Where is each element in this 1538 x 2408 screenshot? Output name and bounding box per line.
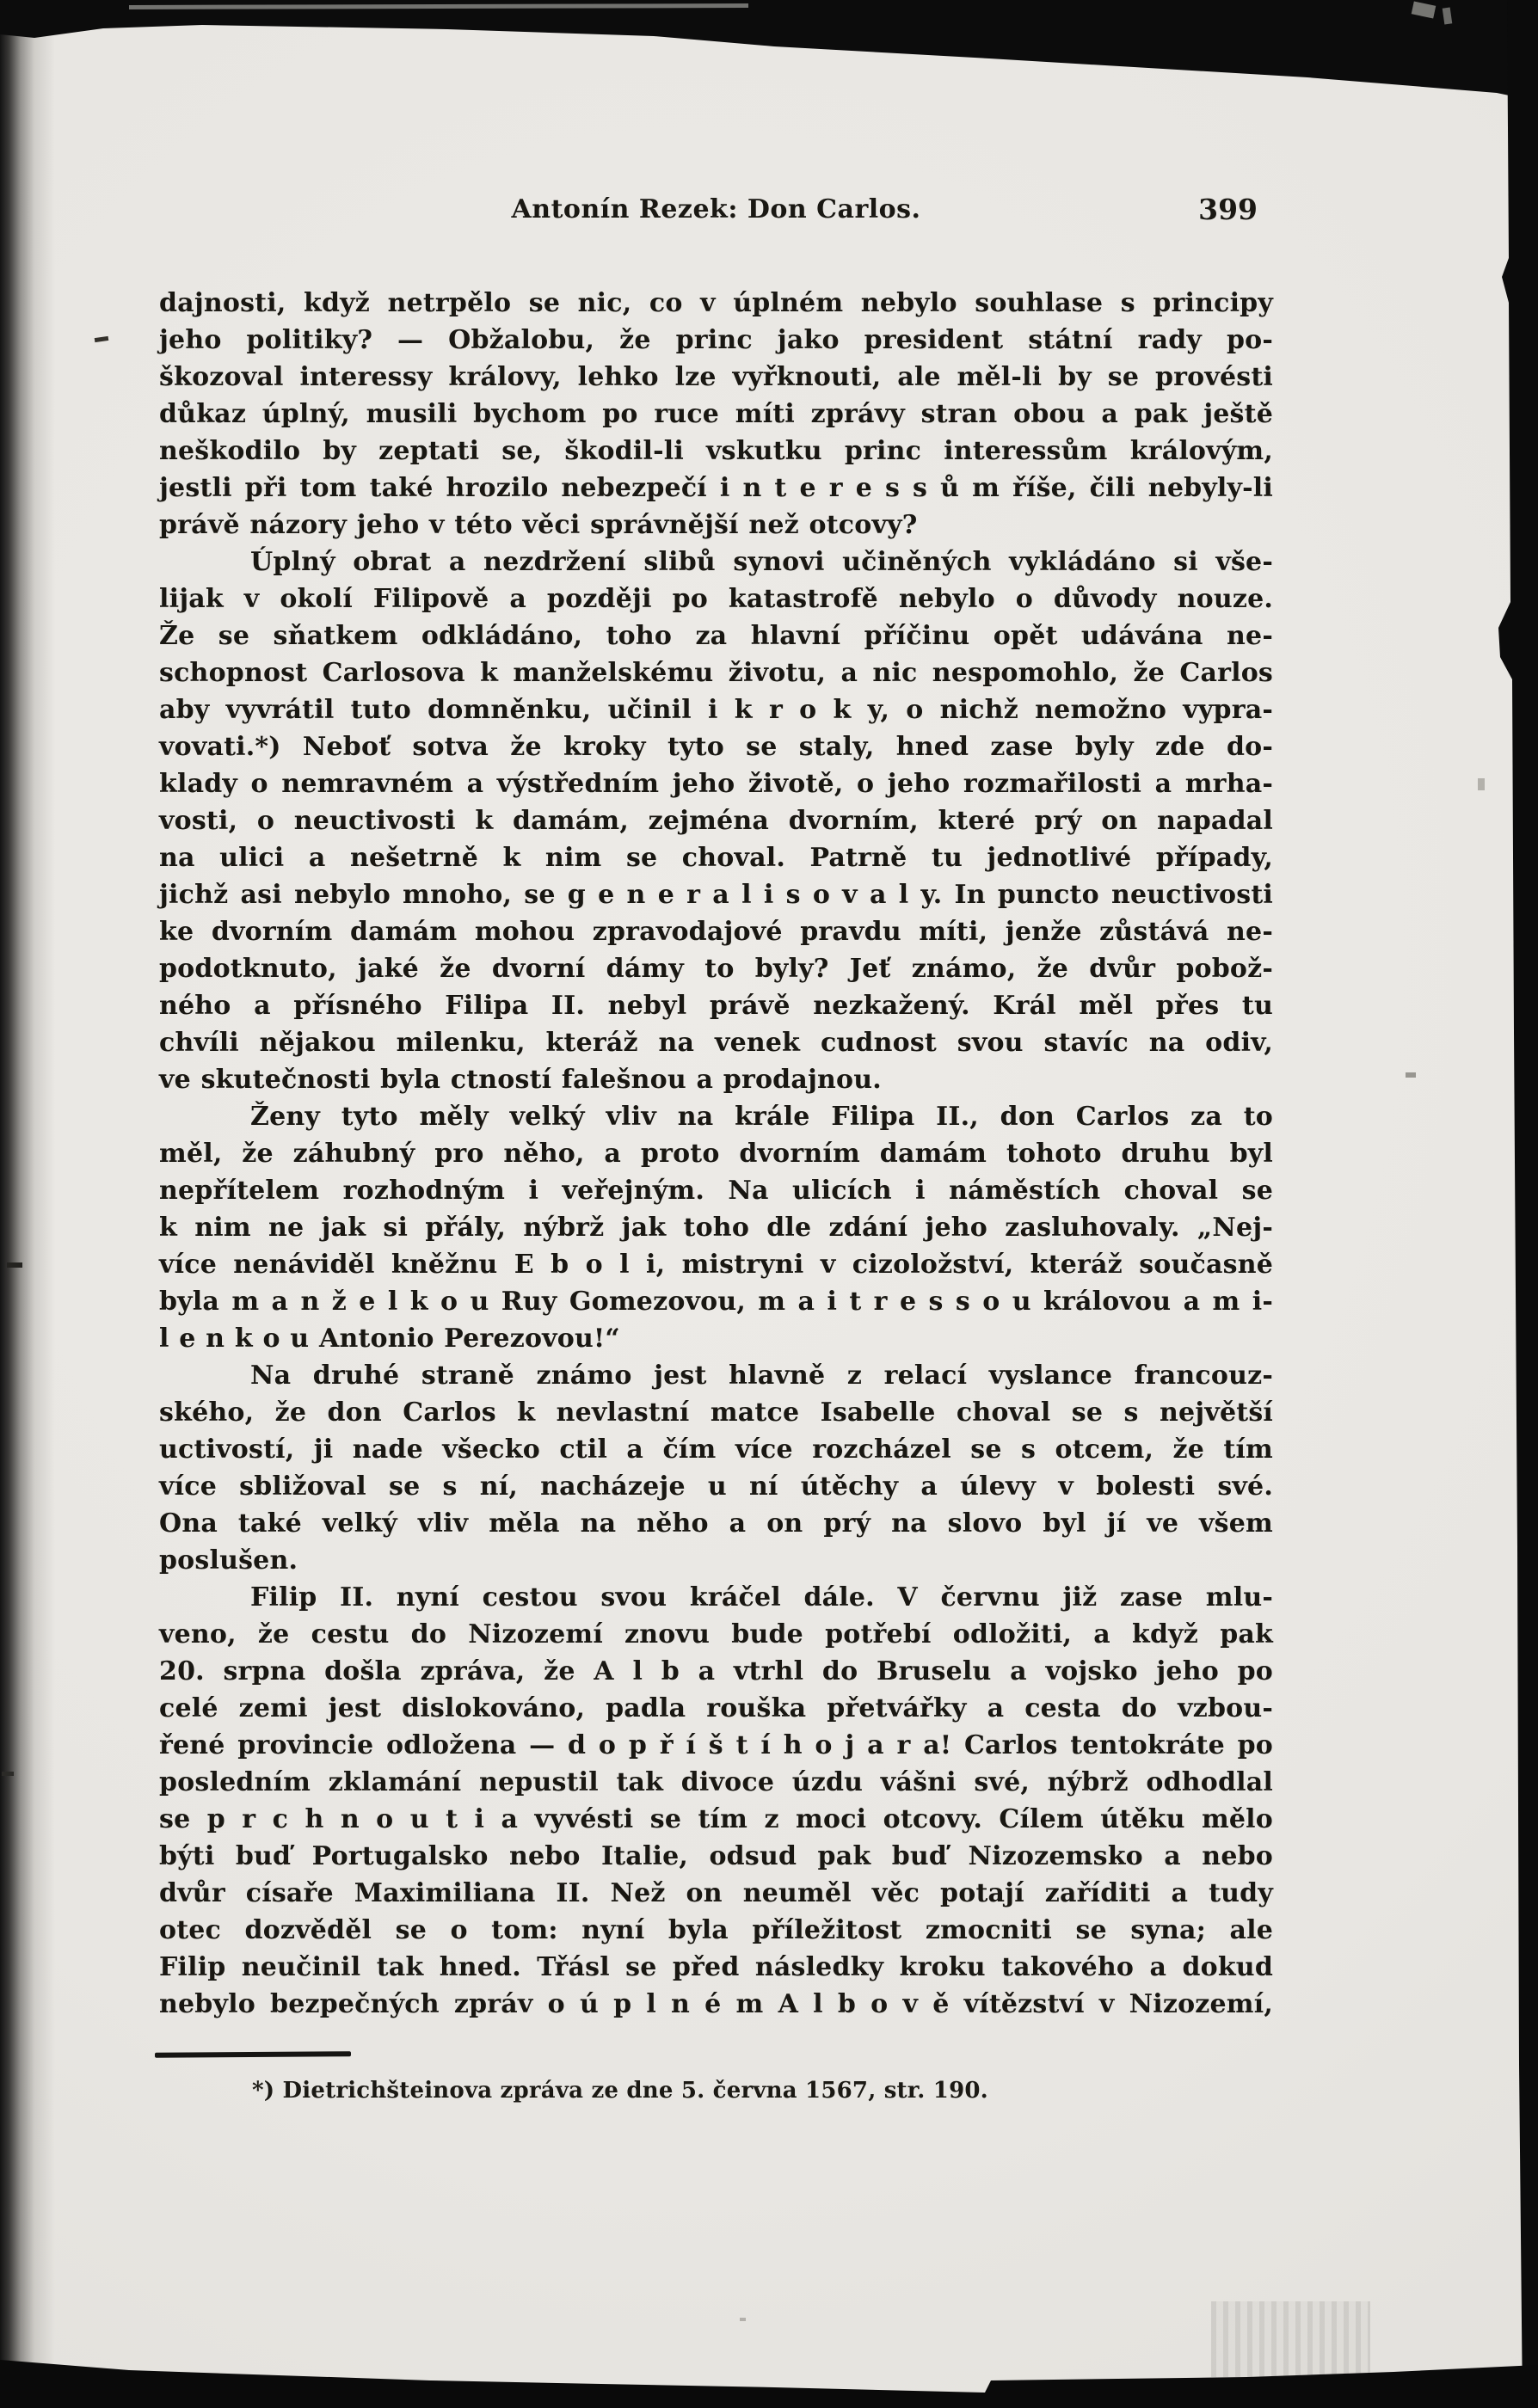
page-header — [159, 194, 1273, 230]
body-text — [159, 285, 1273, 2023]
text-line: ného a přísného Filipa II. nebyl právě nezkažený. Král měl přes tu — [159, 991, 1273, 1021]
scan-grain-bottom-right — [1211, 2301, 1370, 2377]
text-line: dajnosti, když netrpělo se nic, co v úplném nebylo souhlase s principy — [159, 288, 1273, 318]
footnote-text: *) Dietrichšteinova zpráva ze dne 5. června 1567, str. 190. — [252, 2078, 988, 2104]
text-line: lijak v okolí Filipově a později po katastrofě nebylo o důvody nouze. — [159, 584, 1273, 614]
text-line: Filip neučinil tak hned. Třásl se před následky kroku takového a dokud — [159, 1952, 1273, 1982]
text-line: otec dozvěděl se o tom: nyní byla příležitost zmocniti se syna; ale — [159, 1915, 1273, 1945]
text-line: Filip II. nyní cestou svou kráčel dále. V červnu již zase mlu- — [250, 1582, 1273, 1612]
text-line: jeho politiky? — Obžalobu, že princ jako president státní rady po- — [159, 325, 1273, 355]
text-line: podotknuto, jaké že dvorní dámy to byly? Jeť známo, že dvůr pobož- — [159, 954, 1273, 984]
text-line: Ženy tyto měly velký vliv na krále Filipa II., don Carlos za to — [250, 1102, 1273, 1132]
text-line: ke dvorním damám mohou zpravodajové pravdu míti, jenže zůstává ne- — [159, 917, 1273, 947]
text-line: právě názory jeho v této věci správnější než otcovy? — [159, 510, 918, 540]
text-line: poslušen. — [159, 1545, 298, 1576]
text-line: schopnost Carlosova k manželskému životu, a nic nespomohlo, že Carlos — [159, 658, 1273, 688]
text-line: více sbližoval se s ní, nacházeje u ní útěchy a úlevy v bolesti své. — [159, 1471, 1273, 1502]
text-line: aby vyvrátil tuto domněnku, učinil i k r o k y, o nichž nemožno vypra- — [159, 695, 1273, 725]
ink-speck — [7, 1262, 22, 1268]
text-line: ve skutečnosti byla ctností falešnou a prodajnou. — [159, 1065, 882, 1095]
text-line: Ona také velký vliv měla na něho a on prý na slovo byl jí ve všem — [159, 1508, 1273, 1539]
text-line: ského, že don Carlos k nevlastní matce Isabelle choval se s největší — [159, 1398, 1273, 1428]
text-line: jestli při tom také hrozilo nebezpečí i n t e r e s s ů m říše, čili nebyly-li — [159, 473, 1273, 503]
text-line: k nim ne jak si přály, nýbrž jak toho dle zdání jeho zasluhovaly. „Nej- — [159, 1213, 1273, 1243]
text-line: nepřítelem rozhodným i veřejným. Na ulicích i náměstích choval se — [159, 1176, 1273, 1206]
text-line: důkaz úplný, musili bychom po ruce míti zprávy stran obou a pak ještě — [159, 399, 1273, 429]
text-line: chvíli nějakou milenku, kteráž na venek cudnost svou stavíc na odiv, — [159, 1028, 1273, 1058]
text-line: Úplný obrat a nezdržení slibů synovi učiněných vykládáno si vše- — [250, 547, 1273, 577]
text-line: více nenáviděl kněžnu E b o l i, mistryni v cizoložství, kteráž současně — [159, 1250, 1273, 1280]
running-title: Antonín Rezek: Don Carlos. — [511, 194, 921, 224]
text-line: dvůr císaře Maximiliana II. Než on neuměl věc potají zaříditi a tudy — [159, 1878, 1273, 1908]
scan-gutter-shadow-left — [0, 24, 60, 2367]
ink-speck — [1478, 778, 1485, 790]
text-line: býti buď Portugalsko nebo Italie, odsud pak buď Nizozemsko a nebo — [159, 1841, 1273, 1871]
ink-speck — [1406, 1072, 1416, 1078]
text-line: 20. srpna došla zpráva, že A l b a vtrhl do Bruselu a vojsko jeho po — [159, 1656, 1273, 1686]
text-line: veno, že cestu do Nizozemí znovu bude potřebí odložiti, a když pak — [159, 1619, 1273, 1649]
text-line: Na druhé straně známo jest hlavně z relací vyslance francouz- — [250, 1361, 1273, 1391]
text-line: řené provincie odložena — d o p ř í š t í h o j a r a! Carlos tentokráte po — [159, 1730, 1273, 1760]
text-line: měl, že záhubný pro něho, a proto dvorním damám tohoto druhu byl — [159, 1139, 1273, 1169]
text-line: posledním zklamání nepustil tak divoce úzdu vášni své, nýbrž odhodlal — [159, 1767, 1273, 1797]
page-number: 399 — [1198, 193, 1258, 226]
ink-speck — [2, 1772, 14, 1776]
ink-speck — [740, 2318, 746, 2321]
text-line: vovati.*) Neboť sotva že kroky tyto se staly, hned zase byly zde do- — [159, 732, 1273, 762]
text-line: se p r c h n o u t i a vyvésti se tím z moci otcovy. Cílem útěku mělo — [159, 1804, 1273, 1834]
text-line: celé zemi jest dislokováno, padla rouška přetvářky a cesta do vzbou- — [159, 1693, 1273, 1723]
text-line: jichž asi nebylo mnoho, se g e n e r a l i s o v a l y. In puncto neuctivosti — [159, 880, 1273, 910]
text-line: Že se sňatkem odkládáno, toho za hlavní příčinu opět udávána ne- — [159, 621, 1273, 651]
text-line: vosti, o neuctivosti k damám, zejména dvorním, které prý on napadal — [159, 806, 1273, 836]
text-line: škozoval interessy královy, lehko lze vyřknouti, ale měl-li by se provésti — [159, 362, 1273, 392]
text-line: na ulici a nešetrně k nim se choval. Patrně tu jednotlivé případy, — [159, 843, 1273, 873]
text-line: neškodilo by zeptati se, škodil-li vskutku princ interessům královým, — [159, 436, 1273, 466]
text-line: l e n k o u Antonio Perezovou!“ — [159, 1324, 620, 1354]
text-line: byla m a n ž e l k o u Ruy Gomezovou, m a i t r e s s o u královou a m i- — [159, 1287, 1273, 1317]
text-line: uctivostí, ji nade všecko ctil a čím více rozcházel se s otcem, že tím — [159, 1434, 1273, 1465]
text-line: nebylo bezpečných zpráv o ú p l n é m A l b o v ě vítězství v Nizozemí, — [159, 1989, 1273, 2019]
text-line: klady o nemravném a výstředním jeho životě, o jeho rozmařilosti a mrha- — [159, 769, 1273, 799]
